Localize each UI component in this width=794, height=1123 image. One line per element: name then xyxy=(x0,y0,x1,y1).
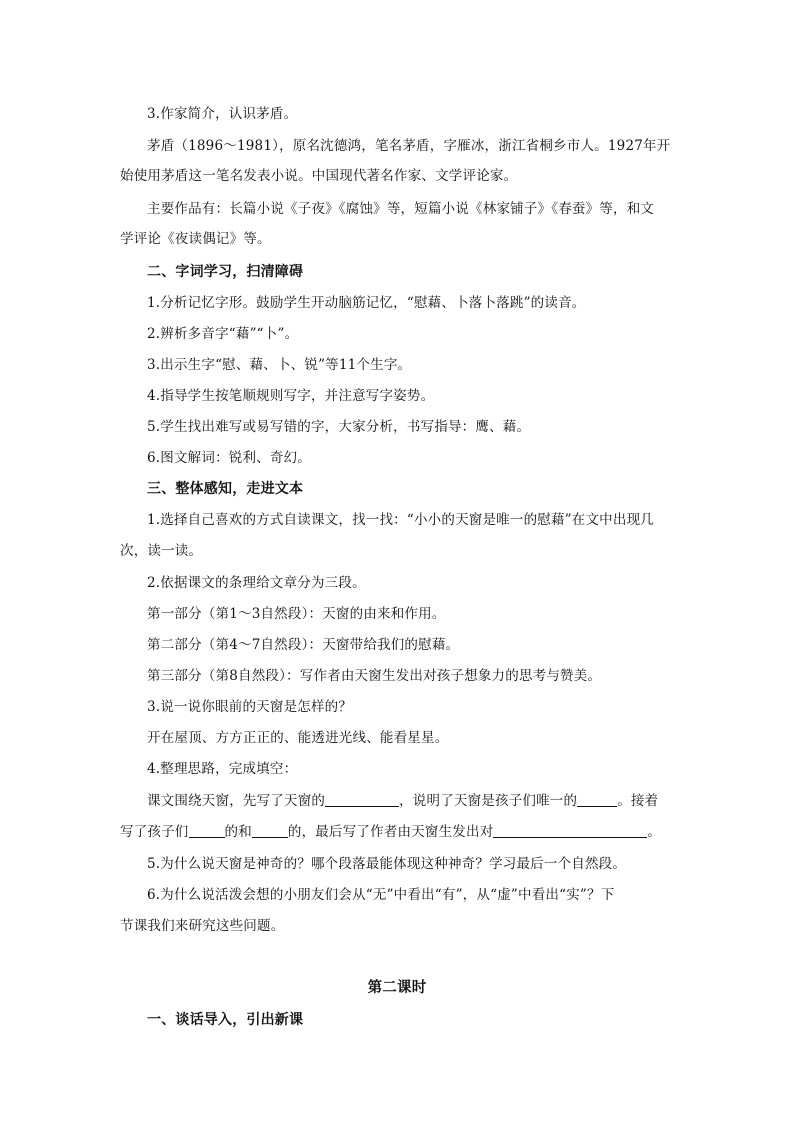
overview-step-1-line-2: 次，读一读。 xyxy=(120,543,203,559)
fill-blank xyxy=(252,823,288,838)
fill-blank xyxy=(493,823,647,838)
overview-step-3: 3.说一说你眼前的天窗是怎样的？ xyxy=(147,699,353,715)
overview-step-1-line-1: 1.选择自己喜欢的方式自读课文，找一找：“小小的天窗是唯一的慰藉”在文中出现几 xyxy=(147,512,654,528)
part-two: 第二部分（第4～7自然段）：天窗带给我们的慰藉。 xyxy=(147,637,460,653)
section-heading-vocabulary: 二、字词学习，扫清障碍 xyxy=(147,264,304,280)
vocab-step-5: 5.学生找出难写或易写错的字，大家分析，书写指导：鹰、藉。 xyxy=(147,419,531,435)
section-heading-introduction: 一、谈话导入，引出新课 xyxy=(147,1012,304,1028)
author-bio-line-1: 茅盾（1896～1981），原名沈德鸿，笔名茅盾，字雁冰，浙江省桐乡市人。1927年开 xyxy=(147,138,671,154)
fill-text: 课文围绕天窗，先写了天窗的 xyxy=(147,793,326,809)
skylight-description: 开在屋顶、方方正正的、能透进光线、能看星星。 xyxy=(147,730,449,746)
vocab-step-6: 6.图文解词：锐利、奇幻。 xyxy=(147,450,311,466)
overview-step-2: 2.依据课文的条理给文章分为三段。 xyxy=(147,575,366,591)
fill-text: 的，最后写了作者由天窗生发出对 xyxy=(287,824,494,840)
fill-text: ，说明了天窗是孩子们唯一的 xyxy=(399,793,578,809)
fill-text: 。接着 xyxy=(617,793,659,809)
overview-step-5: 5.为什么说天窗是神奇的？哪个段落最能体现这种神奇？学习最后一个自然段。 xyxy=(147,856,627,872)
fill-in-line-2 xyxy=(120,822,680,842)
fill-blank xyxy=(577,792,617,807)
part-one: 第一部分（第1～3自然段）：天窗的由来和作用。 xyxy=(147,606,446,622)
lesson-two-title: 第二课时 xyxy=(367,980,427,996)
fill-blank xyxy=(189,823,225,838)
vocab-step-1: 1.分析记忆字形。鼓励学生开动脑筋记忆，“慰藉、卜落卜落跳”的读音。 xyxy=(147,295,586,311)
fill-text: 写了孩子们 xyxy=(120,824,189,840)
fill-text: 的和 xyxy=(224,824,252,840)
fill-text: 。 xyxy=(647,824,662,840)
overview-step-6-line-2: 节课我们来研究这些问题。 xyxy=(120,918,285,934)
vocab-step-4: 4.指导学生按笔顺规则写字，并注意写字姿势。 xyxy=(147,388,435,404)
works-line-2: 学评论《夜读偶记》等。 xyxy=(120,231,271,247)
vocab-step-2: 2.辨析多音字“藉”“卜”。 xyxy=(147,326,299,342)
section-heading-overview: 三、整体感知，走进文本 xyxy=(147,481,304,497)
author-bio-line-2: 始使用茅盾这一笔名发表小说。中国现代著名作家、文学评论家。 xyxy=(120,168,518,184)
author-intro-heading: 3.作家简介，认识茅盾。 xyxy=(147,106,298,122)
overview-step-6-line-1: 6.为什么说活泼会想的小朋友们会从“无”中看出“有”，从“虚”中看出“实”？下 xyxy=(147,887,615,903)
vocab-step-3: 3.出示生字“慰、藉、卜、锐”等11个生字。 xyxy=(147,357,412,373)
works-line-1: 主要作品有：长篇小说《子夜》《腐蚀》等，短篇小说《林家铺子》《春蚕》等，和文 xyxy=(147,201,655,217)
fill-blank xyxy=(325,792,399,807)
overview-step-4: 4.整理思路，完成填空： xyxy=(147,761,298,777)
part-three: 第三部分（第8自然段）：写作者由天窗生发出对孩子想象力的思考与赞美。 xyxy=(147,668,602,684)
fill-in-line-1 xyxy=(147,791,707,811)
